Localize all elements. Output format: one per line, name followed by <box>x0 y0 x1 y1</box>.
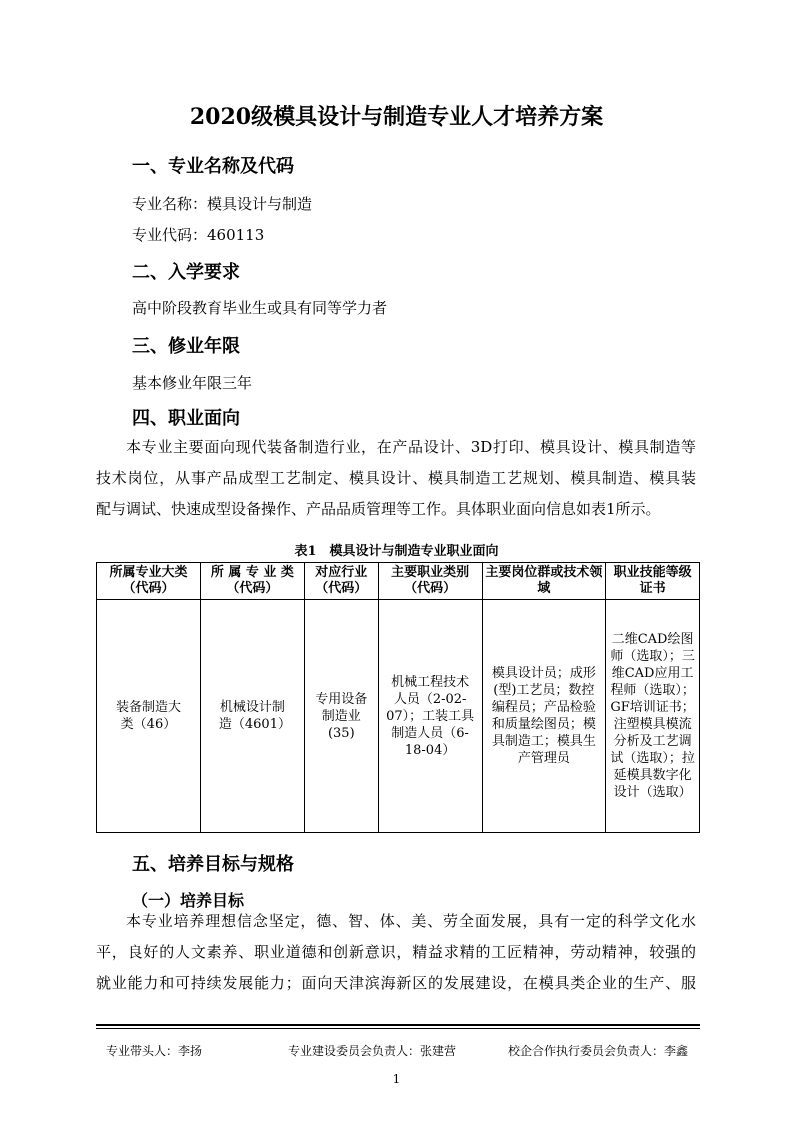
footer-committee-lead: 专业建设委员会负责人：张建营 <box>288 1044 457 1058</box>
table-header-cell: 对应行业（代码） <box>304 563 378 600</box>
table-cell: 二维CAD绘图师（选取）；三维CAD应用工程师（选取）；GF培训证书；注塑模具模流分析及工艺调试（选取）；拉延模具数字化设计（选取） <box>606 600 700 833</box>
table-cell: 机械工程技术人员（2-02-07）；工装工具制造人员（6-18-04） <box>378 600 482 833</box>
paragraph-line: 技术岗位，从事产品成型工艺制定、模具设计、模具制造工艺规划、模具制造、模具装 <box>96 469 696 487</box>
table-header-cell: 所 属 专 业 类（代码） <box>200 563 304 600</box>
section-3-heading: 三、修业年限 <box>132 336 240 357</box>
document-title: 2020级模具设计与制造专业人才培养方案 <box>189 104 604 130</box>
section-5-heading: 五、培养目标与规格 <box>132 854 294 875</box>
paragraph-line: 配与调试、快速成型设备操作、产品品质管理等工作。具体职业面向信息如表1所示。 <box>96 500 661 518</box>
paragraph-line: 本专业培养理想信念坚定，德、智、体、美、劳全面发展，具有一定的科学文化水 <box>126 912 696 930</box>
career-table <box>96 562 700 833</box>
duration-text: 基本修业年限三年 <box>132 374 253 392</box>
admission-text: 高中阶段教育毕业生或具有同等学力者 <box>132 299 388 317</box>
paragraph-line: 就业能力和可持续发展能力；面向天津滨海新区的发展建设，在模具类企业的生产、服 <box>96 974 696 992</box>
career-paragraph <box>96 432 696 525</box>
paragraph-line: 平，良好的人文素养、职业道德和创新意识，精益求精的工匠精神，劳动精神，较强的 <box>96 943 696 961</box>
training-goal-paragraph <box>96 906 696 999</box>
table-row <box>97 600 700 833</box>
table-cell: 模具设计员；成形(型)工艺员；数控编程员；产品检验和质量绘图员；模具制造工；模具生产管理员 <box>482 600 606 833</box>
section-4-heading: 四、职业面向 <box>132 408 240 429</box>
section-1-heading: 一、专业名称及代码 <box>132 156 294 177</box>
table-header-cell: 职业技能等级证书 <box>606 563 700 600</box>
major-code-line: 专业代码：460113 <box>132 226 265 244</box>
page-number: 1 <box>392 1072 401 1086</box>
section-2-heading: 二、入学要求 <box>132 262 240 283</box>
table-cell: 装备制造大类（46） <box>97 600 201 833</box>
table-cell: 机械设计制造（4601） <box>200 600 304 833</box>
paragraph-line: 本专业主要面向现代装备制造行业，在产品设计、3D打印、模具设计、模具制造等 <box>126 438 696 456</box>
footer-cooperation-lead: 校企合作执行委员会负责人：李鑫 <box>508 1044 689 1058</box>
table-header-cell: 主要岗位群或技术领域 <box>482 563 606 600</box>
table-header-cell: 主要职业类别（代码） <box>378 563 482 600</box>
major-name-line: 专业名称：模具设计与制造 <box>132 195 313 213</box>
table-cell: 专用设备制造业(35) <box>304 600 378 833</box>
footer-divider <box>96 1024 700 1026</box>
footer-divider <box>96 1028 700 1029</box>
table-header-row <box>97 563 700 600</box>
training-goal-heading: （一）培养目标 <box>132 891 245 910</box>
footer-program-lead: 专业带头人：李扬 <box>106 1044 203 1058</box>
table-header-cell: 所属专业大类（代码） <box>97 563 201 600</box>
table-caption: 表1 模具设计与制造专业职业面向 <box>294 544 499 559</box>
